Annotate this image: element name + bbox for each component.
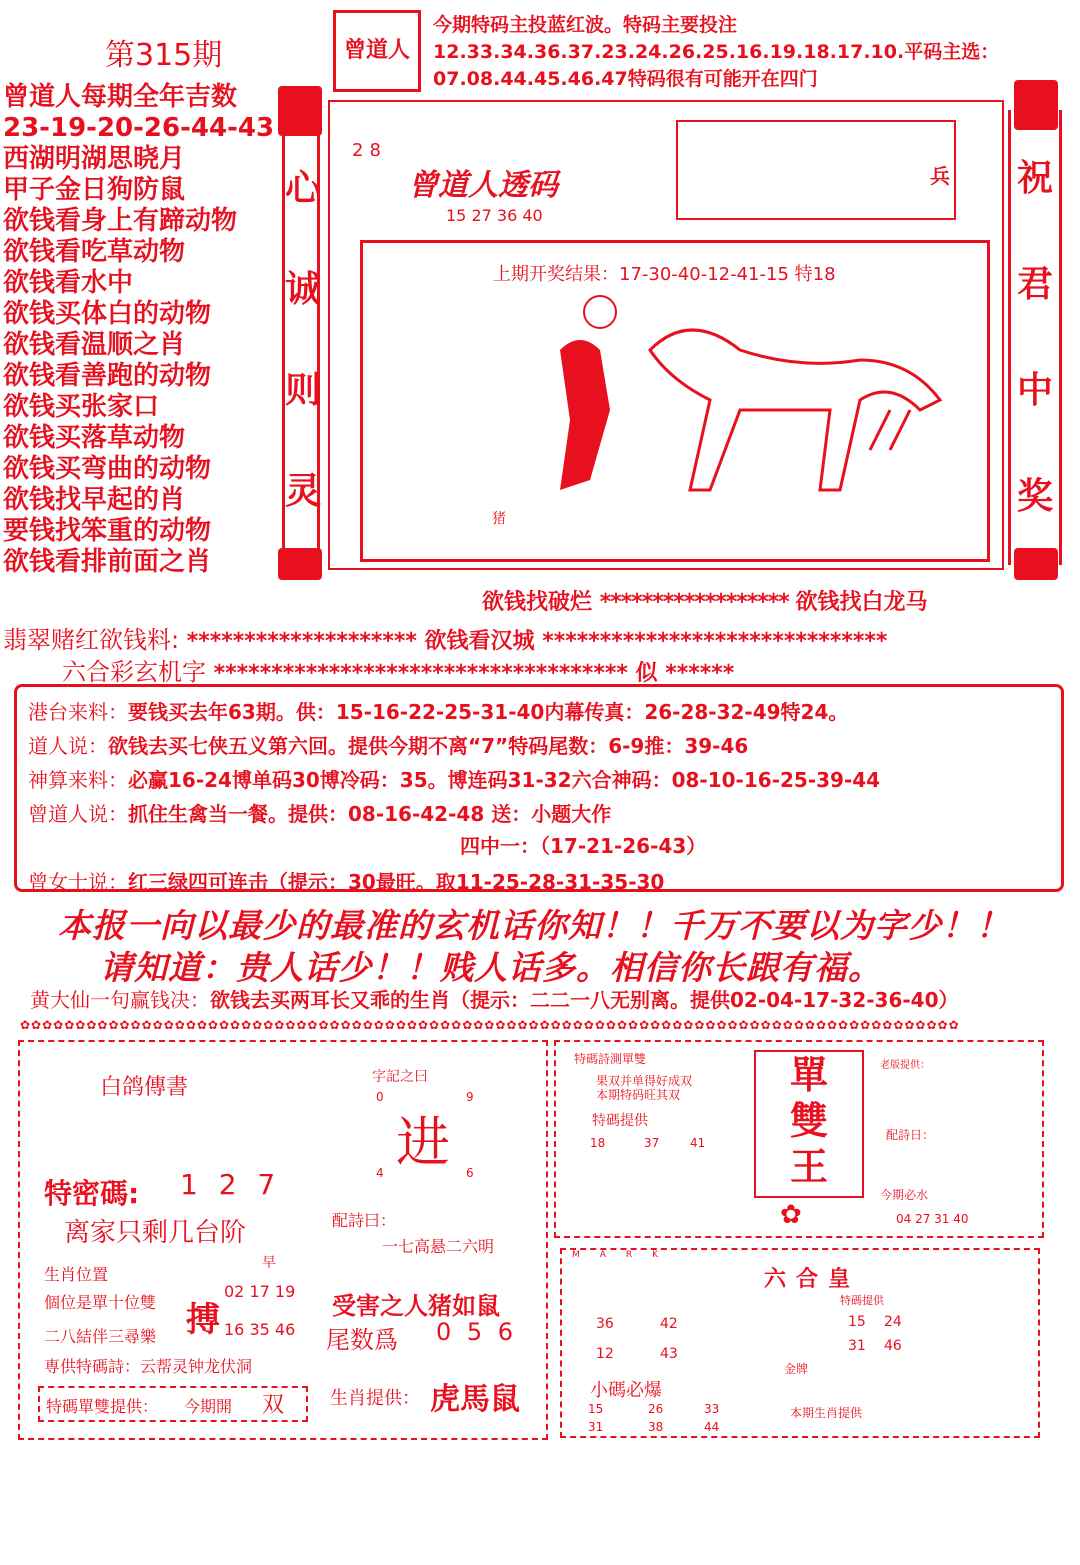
temi-value: 1 2 7 — [180, 1168, 282, 1201]
left-title: 曾道人每期全年吉数 — [3, 82, 238, 112]
left-line: 欲钱找早起的肖 — [3, 485, 186, 515]
small-num: 38 — [648, 1420, 664, 1434]
dsw-char: 雙 — [789, 1099, 828, 1143]
left-line: 欲钱买落草动物 — [3, 423, 186, 453]
row-label: 曾女士说： — [28, 870, 128, 894]
slogan-1: 本报一向以最少的最准的玄机话你知！！千万不要以为字少！！ — [58, 906, 1010, 945]
horse-illustration — [490, 290, 950, 530]
grid-num: 12 — [596, 1346, 614, 1362]
teshi-text2: 本期特码旺其双 — [596, 1088, 681, 1102]
tip-line-1: 欲钱找破烂 ****************** 欲钱找白龙马 — [482, 590, 928, 615]
info-row — [28, 696, 848, 725]
tg-right-nums: 04 27 31 40 — [896, 1212, 969, 1226]
grass-shape — [870, 410, 910, 450]
moon-shape — [584, 296, 616, 328]
bqsx-label: 本期生肖提供 — [790, 1406, 863, 1420]
tip-label: 六合彩玄机字 — [62, 658, 206, 686]
zhuangong-text: 専供特碼詩：云帮灵钟龙伏洞 — [44, 1357, 253, 1376]
sx-value: 虎馬鼠 — [430, 1382, 520, 1417]
left-line: 西湖明湖思晓月 — [3, 144, 186, 174]
man-figure — [560, 340, 610, 490]
grid-num: 15 — [848, 1314, 866, 1330]
scroll-char: 心 — [285, 168, 322, 209]
verse-box — [676, 120, 956, 220]
left-line: 欲钱看善跑的动物 — [3, 361, 212, 391]
last-result: 上期开奖结果：17-30-40-12-41-15 特18 — [493, 264, 836, 285]
row-value: 必赢16-24博单码30博冷码：35。博连码31-32六合神码：08-10-16-25-39-44 — [128, 768, 881, 792]
tema-num: 41 — [690, 1136, 706, 1150]
peishi-text: 一七高悬二六明 — [382, 1237, 495, 1256]
tema-tg: 特碼提供 — [592, 1113, 648, 1129]
baige-title: 白鸽傳書 — [100, 1075, 189, 1100]
row-value: 红三绿四可连击（提示：30最旺。取11-25-28-31-35-30 — [128, 870, 665, 894]
grid-num: 36 — [596, 1316, 614, 1332]
dsh-result: 双 — [262, 1393, 285, 1418]
small-num: 33 — [704, 1402, 720, 1416]
stamp-text: 曾道人 — [343, 38, 410, 63]
huang-line — [30, 984, 959, 1013]
panel-title: 曾道人透码 — [408, 168, 558, 203]
info-row — [28, 764, 880, 793]
row-value: 要钱买去年63期。供：15-16-22-25-31-40内幕传真：26-28-32-49特24。 — [128, 700, 849, 724]
scroll-char: 奖 — [1016, 476, 1053, 517]
row-label: 黄大仙一句赢钱决： — [30, 988, 210, 1012]
left-line: 要钱找笨重的动物 — [3, 516, 212, 546]
teshi-title: 特碼詩測單雙 — [574, 1052, 647, 1066]
grid-num: 43 — [660, 1346, 678, 1362]
soldier-char: 兵 — [930, 164, 950, 188]
dsw-box — [754, 1050, 864, 1198]
dsw-char: 單 — [789, 1053, 828, 1097]
scroll-char: 祝 — [1016, 158, 1053, 199]
bo-char: 搏 — [186, 1300, 220, 1340]
flower-icon: ✿ — [780, 1200, 802, 1230]
dsw-char: 王 — [789, 1145, 828, 1189]
n4: 4 — [376, 1166, 384, 1180]
nums-b: 16 35 46 — [224, 1320, 296, 1339]
tip-line-3: 六合彩玄机字 ************************************ 似 ****** — [62, 658, 735, 686]
row-value: 抓住生禽当一餐。提供：08-16-42-48 送：小题大作 — [128, 802, 612, 826]
left-line: 欲钱看温顺之肖 — [3, 330, 186, 360]
lijia-text: 离家只剩几台阶 — [64, 1218, 247, 1248]
temi-label: 特密碼: — [44, 1177, 140, 1210]
zao-char: 早 — [262, 1255, 276, 1271]
scroll-cap-bottom — [278, 548, 322, 580]
erba-text: 二八結伴三尋樂 — [44, 1327, 157, 1346]
tema-tg2: 特碼提供 — [840, 1294, 884, 1307]
grid-num: 24 — [884, 1314, 902, 1330]
left-line: 欲钱买张家口 — [3, 392, 160, 422]
tip-line-2: 翡翠赌红欲钱料: ******************** 欲钱看汉城 ****************************** — [3, 626, 888, 654]
scroll-char: 则 — [285, 370, 322, 411]
dsh-label: 特碼單雙提供： — [46, 1397, 159, 1416]
left-line: 欲钱买弯曲的动物 — [3, 454, 212, 484]
scroll-char: 中 — [1016, 370, 1053, 411]
n9: 9 — [466, 1090, 474, 1104]
row-value: 欲钱去买两耳长又乖的生肖（提示：二二一八无别离。提供02-04-17-32-36-40） — [210, 988, 959, 1012]
panel-numbers: 15 27 36 40 — [446, 206, 543, 225]
left-line: 欲钱买体白的动物 — [3, 299, 212, 329]
peishi-label: 配詩曰： — [332, 1211, 397, 1230]
n0: 0 — [376, 1090, 384, 1104]
slogan-2: 请知道：贵人话少！！贱人话多。相信你长跟有福。 — [100, 948, 882, 987]
tip-text: 欲钱找破烂 — [482, 590, 593, 615]
grid-num: 31 — [848, 1338, 866, 1354]
row-label: 港台来料： — [28, 700, 128, 724]
row-label: 曾道人说： — [28, 802, 128, 826]
nums-a: 02 17 19 — [224, 1282, 296, 1301]
tip-label: 翡翠赌红欲钱料: — [3, 626, 180, 654]
right-scroll — [1008, 110, 1062, 565]
top-announcement: 今期特码主投蓝红波。特码主要投注12.33.34.36.37.23.24.26.25.16.19.18.17.10.平码主选：07.08.44.45.46.47特码很有可能开在四门 — [433, 14, 1000, 90]
jinpai-label: 金牌 — [784, 1362, 809, 1376]
sx-label: 生肖提供： — [330, 1388, 420, 1409]
scroll-char: 诚 — [285, 269, 322, 310]
small-num: 26 — [648, 1402, 664, 1416]
lucky-numbers-column — [3, 82, 275, 578]
scroll-char: 灵 — [285, 471, 322, 512]
grid-num: 46 — [884, 1338, 902, 1354]
tip-text: 欲钱找白龙马 — [795, 590, 928, 615]
tema-num: 37 — [644, 1136, 660, 1150]
tg-right: 今期必水 — [880, 1188, 929, 1202]
jin-char: 进 — [396, 1111, 450, 1174]
weishu-value: 0 5 6 — [436, 1318, 518, 1346]
xiaoma-label: 小碼必爆 — [590, 1380, 662, 1401]
left-line: 欲钱看吃草动物 — [3, 237, 186, 267]
mark-border — [572, 1250, 1032, 1260]
gewei-text: 個位是單十位雙 — [44, 1293, 157, 1312]
info-row — [460, 830, 706, 859]
teshi-text1: 果双并单得好成双 — [596, 1074, 693, 1088]
left-line: 欲钱看身上有蹄动物 — [3, 206, 238, 236]
grid-num: 42 — [660, 1316, 678, 1332]
shengxiao-pos: 生肖位置 — [44, 1265, 109, 1284]
scroll-cap-bottom — [1014, 548, 1058, 580]
small-num: 31 — [588, 1420, 604, 1434]
info-row — [28, 866, 664, 895]
laoji-label: 老版提供： — [880, 1060, 930, 1071]
n6: 6 — [466, 1166, 474, 1180]
tema-num: 18 — [590, 1136, 606, 1150]
row-value: 四中一：（17-21-26-43） — [460, 834, 707, 858]
liuhe-title: 六合皇 — [764, 1267, 861, 1292]
info-row — [28, 798, 611, 827]
row-value: 欲钱去买七侠五义第六回。提供今期不离“7”特码尾数：6-9推：39-46 — [108, 734, 749, 758]
scroll-char: 君 — [1016, 264, 1053, 305]
dsh-value: 今期開 — [184, 1397, 233, 1416]
peishi2-label: 配詩日： — [886, 1128, 935, 1142]
row-label: 道人说： — [28, 734, 108, 758]
seal-stamp — [333, 10, 421, 92]
tip-text: 似 — [635, 661, 658, 686]
left-line: 欲钱看水中 — [3, 268, 134, 298]
ziji-text: 字記之曰 — [372, 1069, 428, 1085]
panel-small-number: 28 — [352, 140, 387, 161]
weishu-label: 尾数爲 — [326, 1326, 398, 1354]
left-line: 甲子金日狗防鼠 — [3, 175, 186, 205]
tip-text: 欲钱看汉城 — [424, 629, 535, 654]
left-line: 欲钱看排前面之肖 — [3, 547, 212, 577]
shouhai-text: 受害之人猪如鼠 — [332, 1292, 500, 1320]
info-row — [28, 730, 748, 759]
small-num: 44 — [704, 1420, 720, 1434]
issue-number: 第315期 — [105, 38, 223, 73]
pig-label: 猪 — [492, 511, 506, 527]
small-num: 15 — [588, 1402, 604, 1416]
horse-figure — [650, 330, 940, 490]
star-border: ✿✿✿✿✿✿✿✿✿✿✿✿✿✿✿✿✿✿✿✿✿✿✿✿✿✿✿✿✿✿✿✿✿✿✿✿✿✿✿✿✿✿✿✿✿✿✿✿✿✿✿✿✿✿✿✿✿✿✿✿✿✿✿✿✿✿✿✿✿✿✿✿✿✿✿✿✿✿✿✿✿✿✿✿✿ — [20, 1018, 960, 1032]
left-numbers: 23-19-20-26-44-43 — [3, 113, 275, 143]
left-scroll — [282, 120, 320, 565]
row-label: 神算来料： — [28, 768, 128, 792]
mark-text: MARK — [572, 1250, 679, 1260]
